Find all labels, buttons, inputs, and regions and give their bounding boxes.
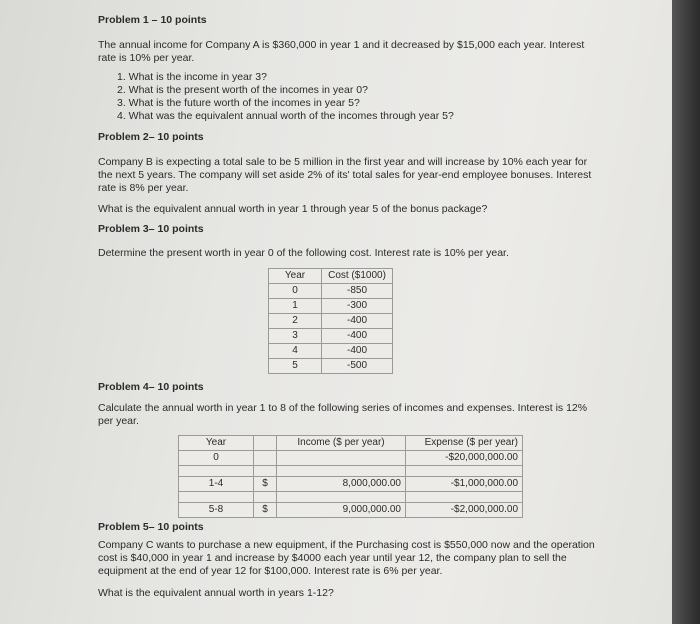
currency-cell: $: [254, 503, 277, 518]
header-year: Year: [179, 436, 254, 451]
income-cell: 9,000,000.00: [277, 503, 406, 518]
header-cost: Cost ($1000): [322, 269, 393, 284]
expense-cell: -$20,000,000.00: [406, 451, 523, 466]
year-cell: 5: [269, 359, 322, 374]
table-row: [269, 344, 393, 359]
cost-cell: -300: [322, 299, 393, 314]
empty-cell: [254, 451, 277, 466]
spacer-row: [179, 492, 523, 503]
table-row: [179, 451, 523, 466]
problem-5-text: Company C wants to purchase a new equipment, if the Purchasing cost is $550,000 now and the operation cost is $40,000 in year 1 and increase by $4000 each year until year 12, the company plan to sell the equipment at the end of year 12 for $100,000. Interest rate is 6% per year.: [98, 539, 595, 577]
table-header-row: [269, 269, 393, 284]
empty-cell: [254, 436, 277, 451]
problem-2-text: Company B is expecting a total sale to be 5 million in the first year and will increase by 10% each year for the next 5 years. The company will set aside 2% of its' total sales for year-end employee bonuses. Interest rate is 8% per year.: [98, 156, 592, 194]
year-cell: 3: [269, 329, 322, 344]
empty-cell: [254, 492, 277, 503]
year-cell: 0: [269, 284, 322, 299]
income-cell: 8,000,000.00: [277, 477, 406, 492]
cost-table: [268, 268, 393, 374]
table-row: [269, 314, 393, 329]
problem-1-item: 4. What was the equivalent annual worth of the incomes through year 5?: [117, 110, 454, 122]
empty-cell: [277, 451, 406, 466]
problem-5-question: What is the equivalent annual worth in years 1-12?: [98, 587, 334, 599]
expense-cell: -$1,000,000.00: [406, 477, 523, 492]
empty-cell: [179, 466, 254, 477]
problem-1-item: 3. What is the future worth of the incomes in year 5?: [117, 97, 360, 109]
empty-cell: [277, 466, 406, 477]
table-row: [269, 284, 393, 299]
table-header-row: [179, 436, 523, 451]
table-row: [269, 359, 393, 374]
cost-cell: -400: [322, 344, 393, 359]
problem-1-text: The annual income for Company A is $360,000 in year 1 and it decreased by $15,000 each year. Interest rate is 10% per year.: [98, 39, 585, 64]
problem-2-title: Problem 2– 10 points: [98, 131, 204, 143]
expense-cell: -$2,000,000.00: [406, 503, 523, 518]
problem-1-item: 2. What is the present worth of the incomes in year 0?: [117, 84, 368, 96]
table-row: [269, 329, 393, 344]
problem-4-text: Calculate the annual worth in year 1 to 8 of the following series of incomes and expenses. Interest is 12% per year.: [98, 402, 588, 427]
problem-1-title: Problem 1 – 10 points: [98, 14, 207, 26]
year-cell: 4: [269, 344, 322, 359]
year-cell: 1-4: [179, 477, 254, 492]
year-cell: 5-8: [179, 503, 254, 518]
empty-cell: [179, 492, 254, 503]
year-cell: 1: [269, 299, 322, 314]
income-expense-table: [178, 435, 523, 518]
year-cell: 0: [179, 451, 254, 466]
currency-cell: $: [254, 477, 277, 492]
empty-cell: [406, 466, 523, 477]
cost-cell: -400: [322, 329, 393, 344]
empty-cell: [406, 492, 523, 503]
table-row: [179, 503, 523, 518]
problem-4-title: Problem 4– 10 points: [98, 381, 204, 393]
cost-cell: -400: [322, 314, 393, 329]
background-edge: [672, 0, 700, 624]
table-row: [269, 299, 393, 314]
header-expense: Expense ($ per year): [406, 436, 523, 451]
empty-cell: [277, 492, 406, 503]
problem-3-text: Determine the present worth in year 0 of the following cost. Interest rate is 10% per year.: [98, 247, 509, 259]
problem-2-question: What is the equivalent annual worth in year 1 through year 5 of the bonus package?: [98, 203, 488, 215]
cost-cell: -500: [322, 359, 393, 374]
problem-5-title: Problem 5– 10 points: [98, 521, 204, 533]
header-income: Income ($ per year): [277, 436, 406, 451]
problem-3-title: Problem 3– 10 points: [98, 223, 204, 235]
cost-cell: -850: [322, 284, 393, 299]
header-year: Year: [269, 269, 322, 284]
spacer-row: [179, 466, 523, 477]
year-cell: 2: [269, 314, 322, 329]
table-row: [179, 477, 523, 492]
empty-cell: [254, 466, 277, 477]
problem-1-item: 1. What is the income in year 3?: [117, 71, 267, 83]
